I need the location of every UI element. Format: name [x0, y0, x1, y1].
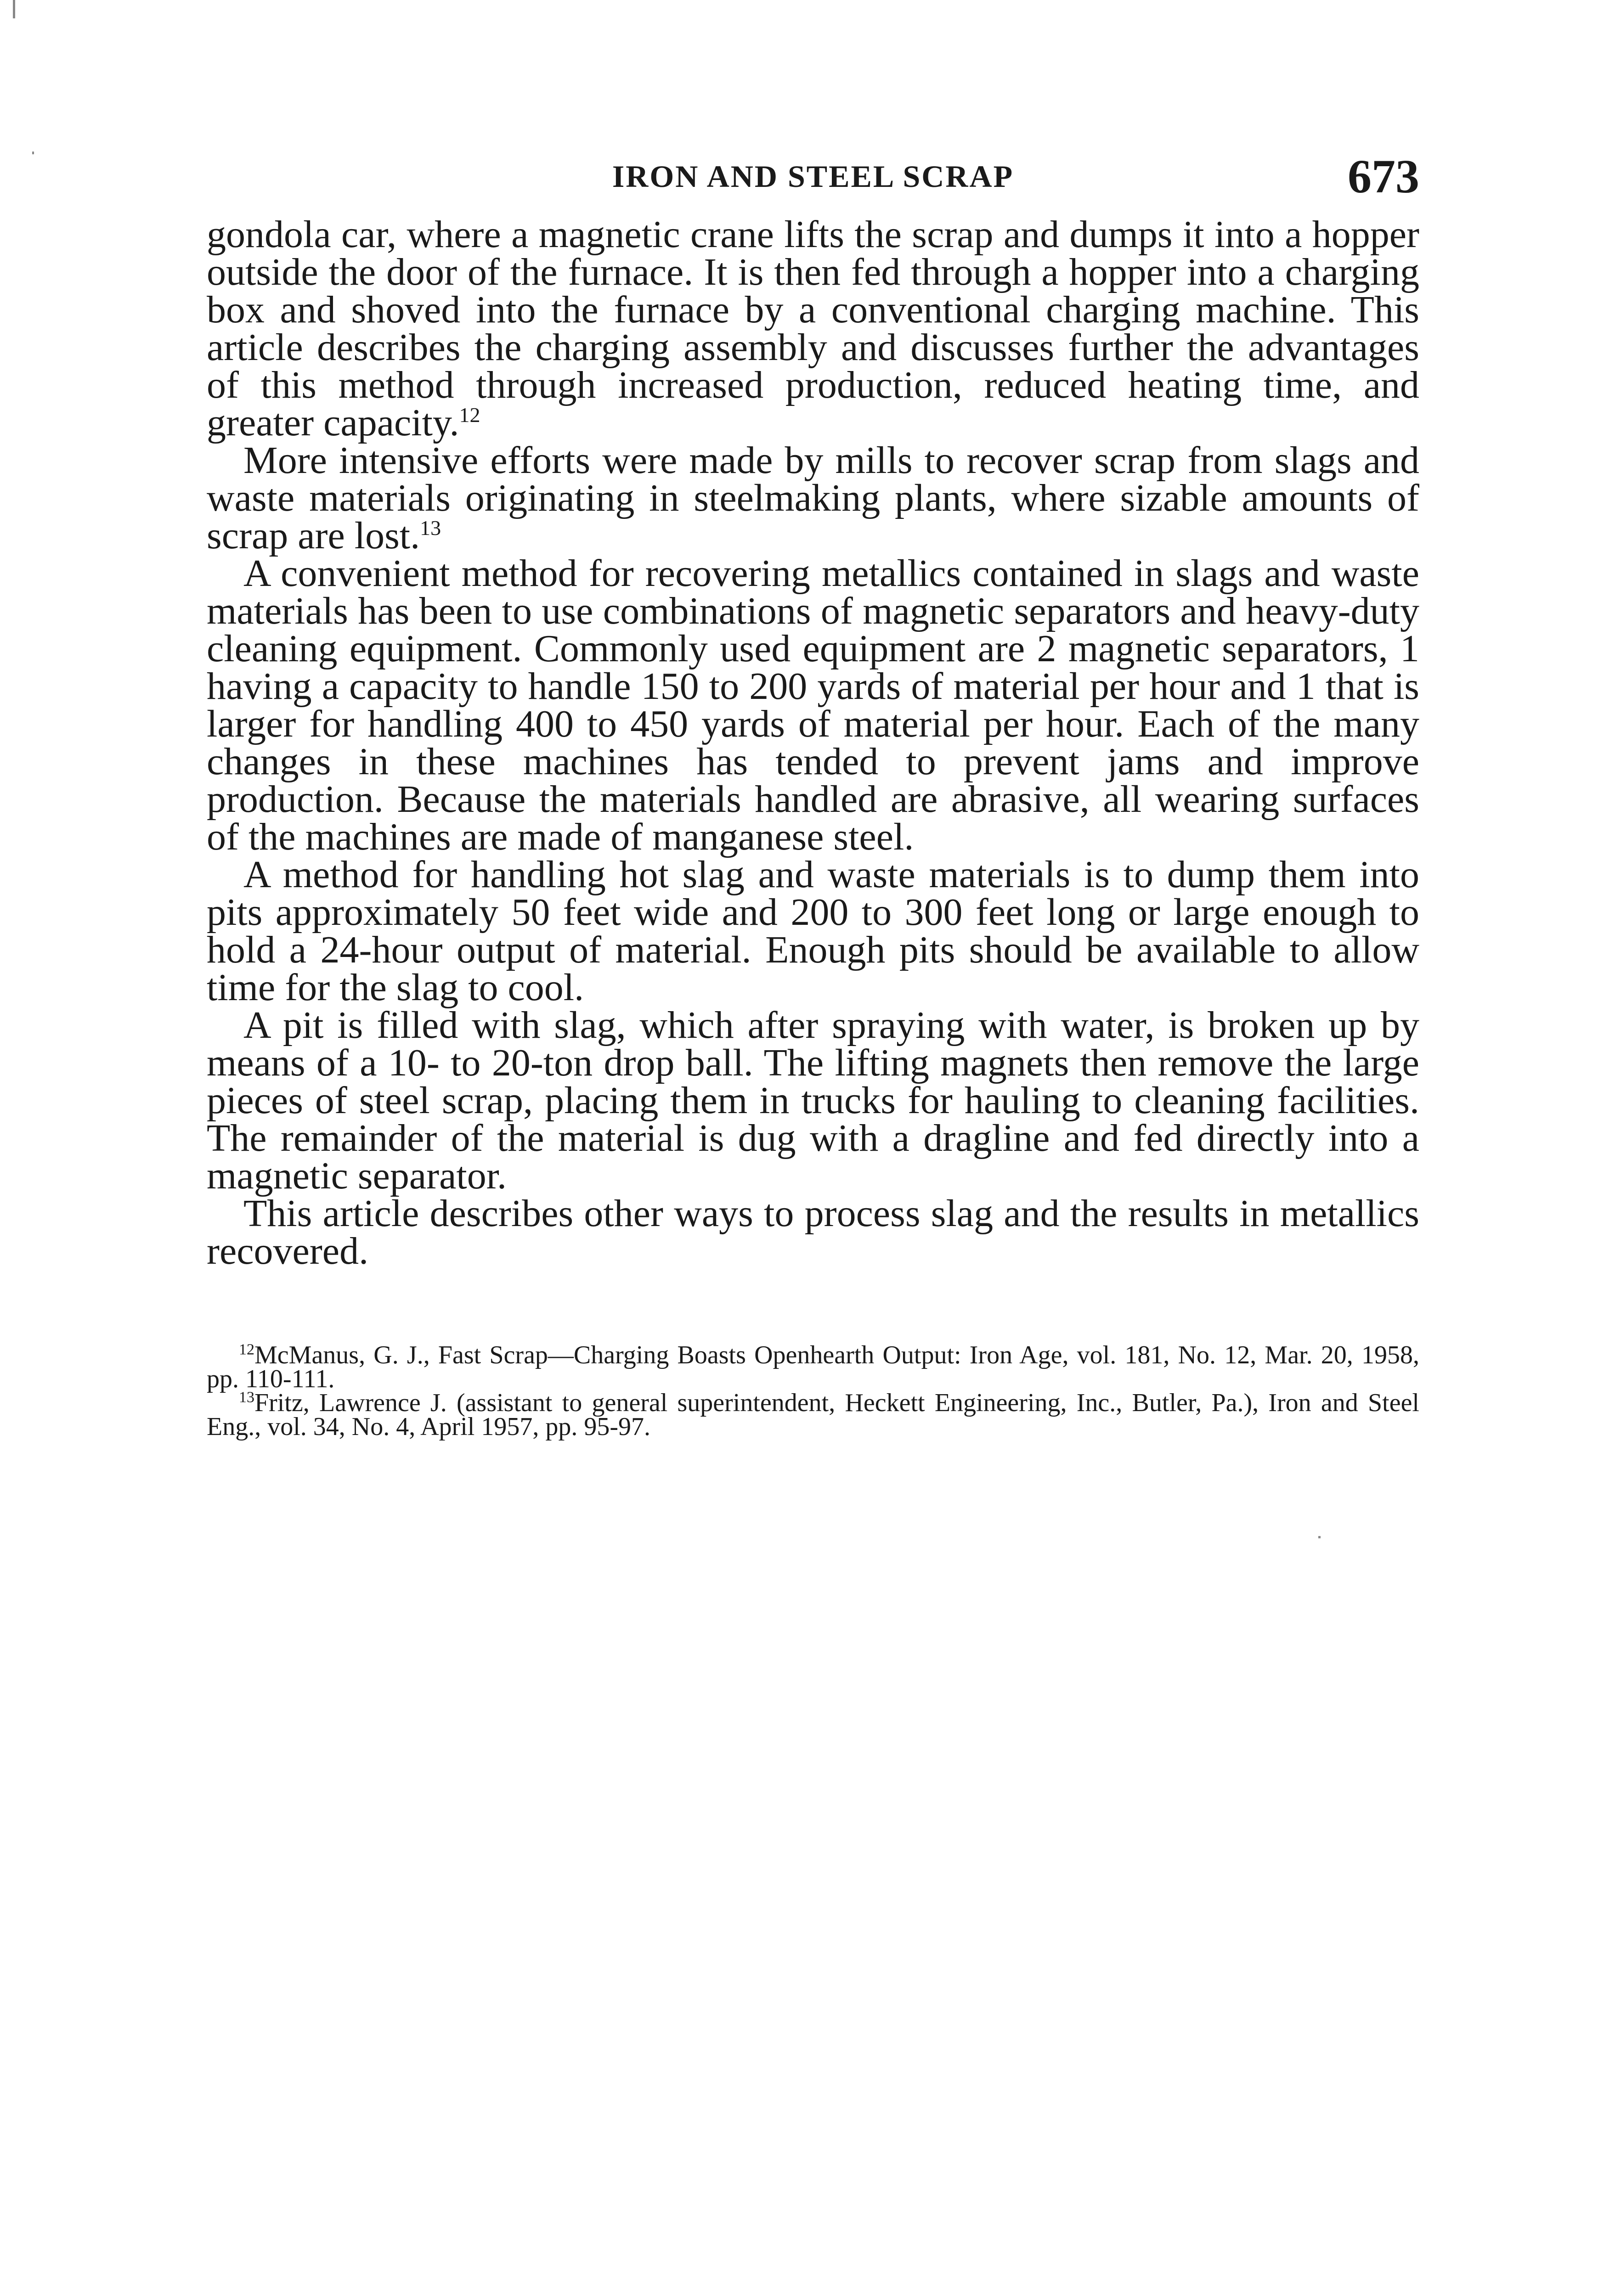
scan-mark — [32, 152, 34, 154]
paragraph — [207, 439, 1419, 557]
footnotes — [207, 1343, 1419, 1439]
footnote-ref: 12 — [459, 403, 480, 427]
paragraph-text: A method for handling hot slag and waste materials is to dump them into pits approximately 50 feet wide and 200 to 300 feet long or large enough to hold a 24-hour output of material. Enough pits should be available to allow time for the slag to cool. — [207, 853, 1419, 1009]
paragraph — [207, 1004, 1419, 1197]
scan-mark — [13, 0, 15, 18]
paragraph-text: More intensive efforts were made by mills to recover scrap from slags and waste materials originating in steelmaking plants, where sizable amounts of scrap are lost. — [207, 439, 1419, 557]
scan-mark — [1318, 1536, 1321, 1538]
page-header — [207, 149, 1419, 214]
footnote — [207, 1391, 1419, 1439]
paragraph — [207, 853, 1419, 1009]
paragraph — [207, 213, 1419, 444]
footnote-number: 12 — [239, 1341, 254, 1358]
footnote-ref: 13 — [420, 516, 441, 540]
running-title: IRON AND STEEL SCRAP — [612, 159, 1014, 194]
page-number: 673 — [1348, 150, 1419, 203]
paragraph-text: A convenient method for recovering metallics contained in slags and waste materials has been to use combinations of magnetic separators and heavy-duty cleaning equipment. Commonly used equipment are 2 magnetic separators, 1 having a capacity to handle 150 to 200 yards of material per hour and 1 that is larger for handling 400 to 450 yards of material per hour. Each of the many changes in these machines has tended to prevent jams and improve production. Because the materials handled are abrasive, all wearing surfaces of the machines are made of manganese steel. — [207, 552, 1419, 858]
paragraph — [207, 552, 1419, 858]
body-text — [207, 213, 1419, 1272]
footnote-text: Fritz, Lawrence J. (assistant to general superintendent, Heckett Engineering, Inc., Butler, Pa.), Iron and Steel Eng., vol. 34, No. 4, April 1957, pp. 95-97. — [207, 1389, 1419, 1441]
footnote — [207, 1343, 1419, 1391]
footnote-number: 13 — [239, 1389, 254, 1406]
paragraph-text: A pit is filled with slag, which after spraying with water, is broken up by means of a 10- to 20-ton drop ball. The lifting magnets then remove the large pieces of steel scrap, placing them in trucks for hauling to cleaning facilities. The remainder of the material is dug with a dragline and fed directly into a magnetic separator. — [207, 1004, 1419, 1197]
paragraph-text: This article describes other ways to process slag and the results in metallics recovered. — [207, 1192, 1419, 1272]
footnote-text: McManus, G. J., Fast Scrap—Charging Boasts Openhearth Output: Iron Age, vol. 181, No. 12, Mar. 20, 1958, pp. 110-111. — [207, 1341, 1419, 1393]
paragraph — [207, 1192, 1419, 1272]
paragraph-text: gondola car, where a magnetic crane lifts the scrap and dumps it into a hopper outside the door of the furnace. It is then fed through a hopper into a charging box and shoved into the furnace by a conventional charging machine. This article describes the charging assembly and discusses further the advantages of this method through increased production, reduced heating time, and greater capacity. — [207, 213, 1419, 444]
